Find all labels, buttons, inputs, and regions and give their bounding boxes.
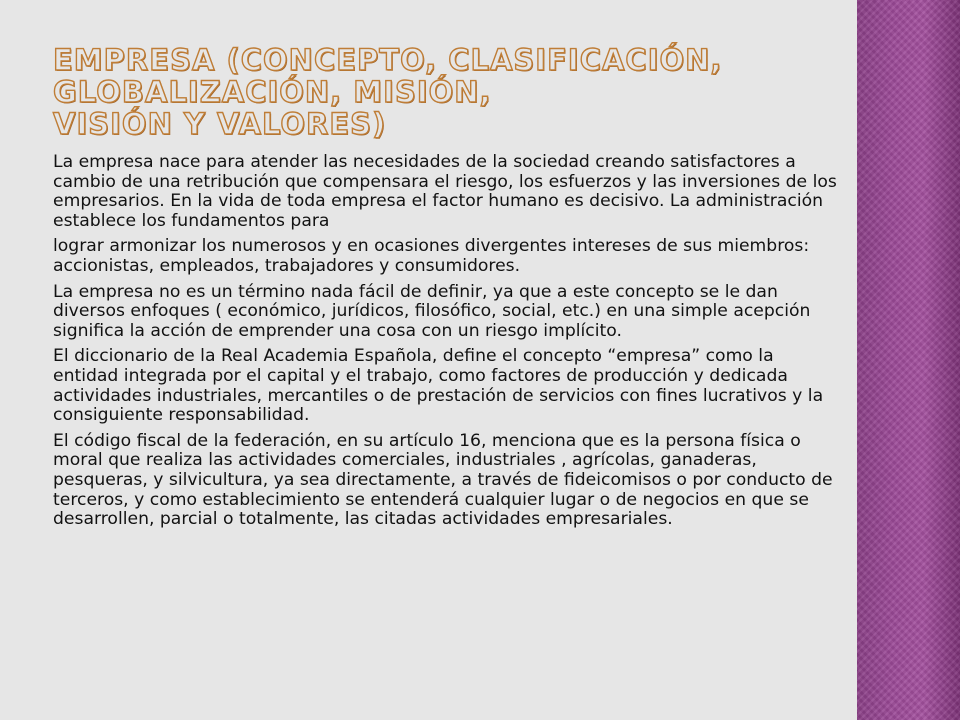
title-line: VISIÓN Y VALORES) bbox=[53, 107, 387, 141]
title-line: GLOBALIZACIÓN, MISIÓN, bbox=[53, 75, 492, 109]
body-paragraph: lograr armonizar los numerosos y en ocasiones divergentes intereses de sus miembros: accionistas, empleados, trabajadores y consumidores. bbox=[53, 236, 810, 276]
slide-body bbox=[53, 153, 843, 536]
title-line: EMPRESA (CONCEPTO, CLASIFICACIÓN, bbox=[53, 43, 723, 77]
decorative-side-band bbox=[857, 0, 960, 720]
slide-title bbox=[53, 44, 843, 140]
body-paragraph: La empresa no es un término nada fácil de definir, ya que a este concepto se le dan diversos enfoques ( económico, jurídicos, filosófico, social, etc.) en una simple acepción significa la acción de emprender una cosa con un riesgo implícito. bbox=[53, 281, 811, 341]
body-paragraph: El diccionario de la Real Academia Española, define el concepto “empresa” como la entidad integrada por el capital y el trabajo, como factores de producción y dedicada actividades industriales, mercantiles o de prestación de servicios con fines lucrativos y la consiguiente responsabilidad. bbox=[53, 346, 824, 426]
body-paragraph: El código fiscal de la federación, en su artículo 16, menciona que es la persona física o moral que realiza las actividades comerciales, industriales , agrícolas, ganaderas, pesqueras, y silvicultura, ya sea directamente, a través de fideicomisos o por conducto de terceros, y como establecimiento se entenderá cualquier lugar o de negocios en que se desarrollen, parcial o totalmente, las citadas actividades empresariales. bbox=[53, 430, 833, 530]
body-paragraph: La empresa nace para atender las necesidades de la sociedad creando satisfactores a cambio de una retribución que compensara el riesgo, los esfuerzos y las inversiones de los empresarios. En la vida de toda empresa el factor humano es decisivo. La administración establece los fundamentos para bbox=[53, 152, 837, 231]
